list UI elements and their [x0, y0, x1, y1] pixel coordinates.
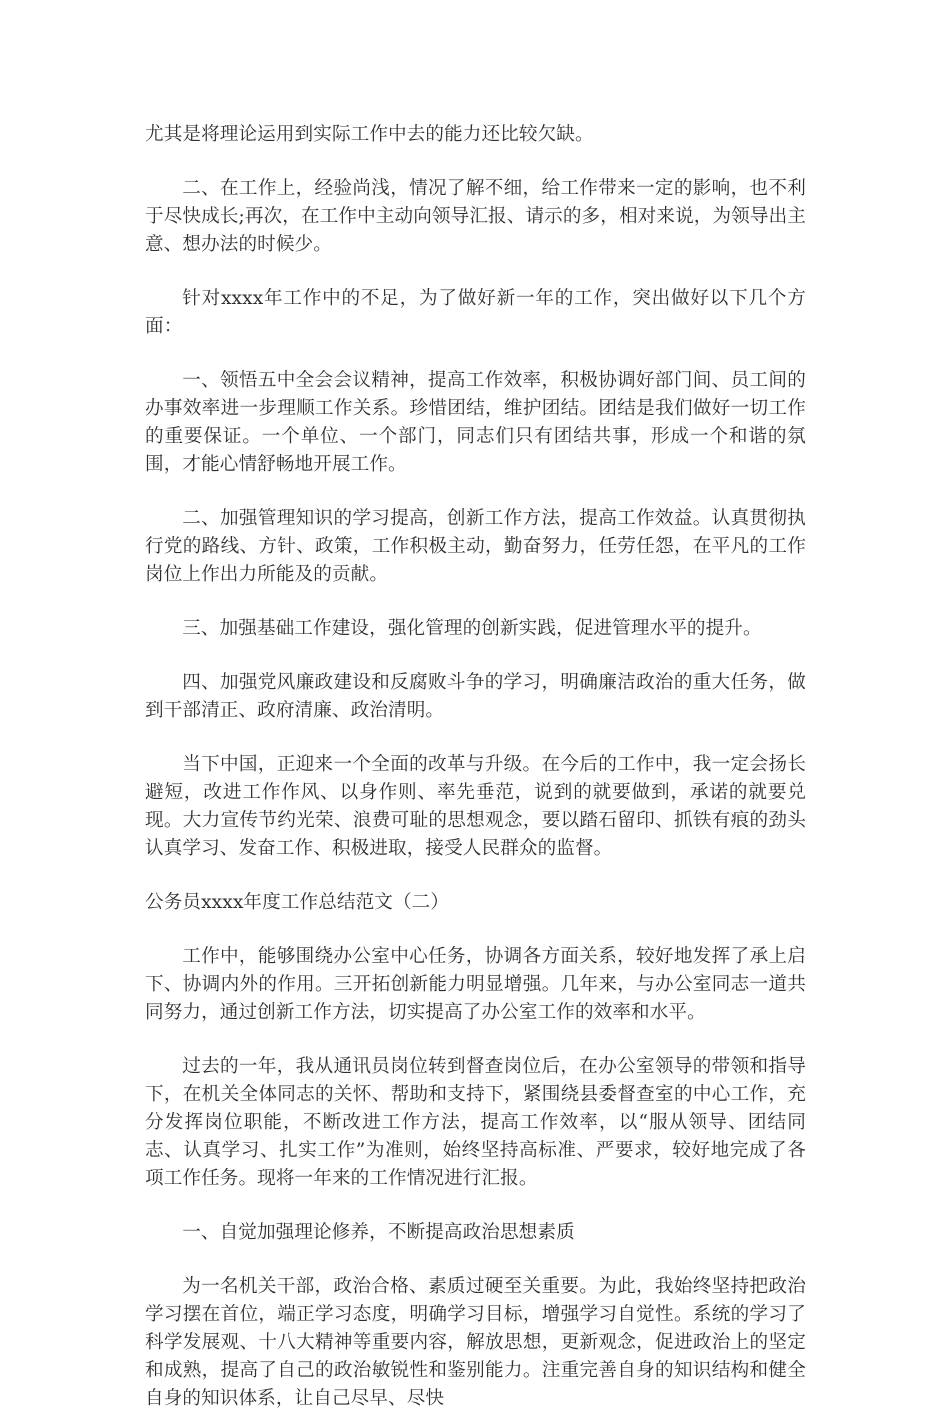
paragraph-plan-two: 二、加强管理知识的学习提高，创新工作方法，提高工作效益。认真贯彻执行党的路线、方针、政策，工作积极主动，勤奋努力，任劳任怨，在平凡的工作岗位上作出力所能及的贡献。: [145, 508, 806, 585]
section-two-heading-one: 一、自觉加强理论修养，不断提高政治思想素质: [182, 1222, 575, 1243]
paragraph-plan-four: 四、加强党风廉政建设和反腐败斗争的学习，明确廉洁政治的重大任务，做到干部清正、政府清廉、政治清明。: [145, 672, 806, 721]
paragraph-shortcoming-point-two: 二、在工作上，经验尚浅，情况了解不细，给工作带来一定的影响，也不利于尽快成长;再次，在工作中主动向领导汇报、请示的多，相对来说，为领导出主意、想办法的时候少。: [145, 178, 806, 255]
paragraph-next-year-intro: 针对xxxx年工作中的不足，为了做好新一年的工作，突出做好以下几个方面：: [145, 288, 806, 337]
paragraph-plan-three: 三、加强基础工作建设，强化管理的创新实践，促进管理水平的提升。: [182, 618, 762, 639]
paragraph-continued-from-previous-page: 尤其是将理论运用到实际工作中去的能力还比较欠缺。: [145, 124, 594, 145]
paragraph-plan-one: 一、领悟五中全会会议精神，提高工作效率，积极协调好部门间、员工间的办事效率进一步理顺工作关系。珍惜团结，维护团结。团结是我们做好一切工作的重要保证。一个单位、一个部门，同志们只有团结共事，形成一个和谐的氛围，才能心情舒畅地开展工作。: [145, 370, 806, 475]
paragraph-section-two-heading-one-body: 为一名机关干部，政治合格、素质过硬至关重要。为此，我始终坚持把政治学习摆在首位，端正学习态度，明确学习目标，增强学习自觉性。系统的学习了科学发展观、十八大精神等重要内容，解放思想，更新观念，促进政治上的坚定和成熟，提高了自己的政治敏锐性和鉴别能力。注重完善自身的知识结构和健全自身的知识体系，让自己尽早、尽快: [145, 1276, 806, 1409]
paragraph-closing-statement: 当下中国，正迎来一个全面的改革与升级。在今后的工作中，我一定会扬长避短，改进工作作风、以身作则、率先垂范，说到的就要做到，承诺的就要兑现。大力宣传节约光荣、浪费可耻的思想观念，要以踏石留印、抓铁有痕的劲头认真学习、发奋工作、积极进取，接受人民群众的监督。: [145, 754, 806, 859]
paragraph-section-two-opening: 工作中，能够围绕办公室中心任务，协调各方面关系，较好地发挥了承上启下、协调内外的作用。三开拓创新能力明显增强。几年来，与办公室同志一道共同努力，通过创新工作方法，切实提高了办公室工作的效率和水平。: [145, 946, 806, 1023]
paragraph-section-two-past-year: 过去的一年，我从通讯员岗位转到督查岗位后，在办公室领导的带领和指导下，在机关全体同志的关怀、帮助和支持下，紧围绕县委督查室的中心工作，充分发挥岗位职能，不断改进工作方法，提高工作效率，以“服从领导、团结同志、认真学习、扎实工作”为准则，始终坚持高标准、严要求，较好地完成了各项工作任务。现将一年来的工作情况进行汇报。: [145, 1056, 806, 1189]
section-title-part-two: 公务员xxxx年度工作总结范文（二）: [145, 892, 450, 913]
document-text-column: [145, 121, 806, 1413]
